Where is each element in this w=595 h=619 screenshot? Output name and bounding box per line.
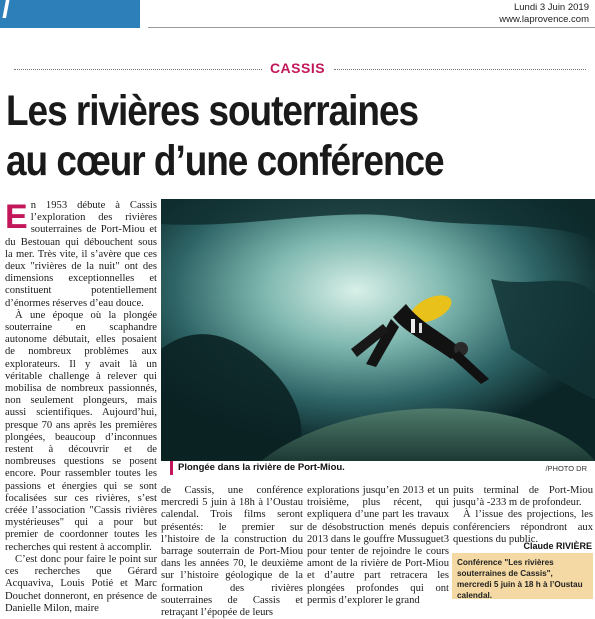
- paragraph-1: [5, 200, 157, 310]
- column-4-paragraph-2: À l’issue des projections, les conférenciers répondront aux questions du public.: [453, 509, 593, 545]
- issue-date: Lundi 3 Juin 2019: [513, 2, 589, 13]
- column-4-paragraph-1: puits terminal de Port-Miou jusqu’à -233 m de profondeur.: [453, 485, 593, 509]
- website: www.laprovence.com: [499, 14, 589, 25]
- article-column-4: [453, 485, 593, 546]
- author-byline: Claude RIVIÈRE: [523, 541, 592, 551]
- section-banner: [0, 0, 140, 28]
- caption-marker: [170, 461, 173, 475]
- kicker-rule-right: [334, 69, 586, 70]
- column-3-text: explorations jusqu’en 2013 et un troisième, plus récent, qui expliquera d’une part les travaux de désobstruction menés depuis 2013 dans le gouffre Mussuguet3 pour tenter de rejoindre le cours amont de la rivière de Port-Miou et d’autre part retracera les plongées profondes qui ont permis d’explorer le grand: [307, 485, 449, 606]
- headline-line-1: Les rivières souterraines: [6, 87, 419, 135]
- article-column-3: [307, 485, 449, 607]
- column-2-text: de Cassis, une conférence mercredi 5 juin à 18h à l’Oustau calendal. Trois films seront présentés: le premier sur l’histoire de la construction du barrage souterrain de Port-Miou dans les années 70, le deuxième sur l’histoire géologique de la formation des rivières souterraines de Cassis et retraçant l’épopée de leurs: [161, 485, 303, 619]
- header-rule: [148, 27, 595, 28]
- photo-caption: Plongée dans la rivière de Port-Miou.: [178, 462, 345, 473]
- article-column-2: [161, 485, 303, 619]
- paragraph-1-text: n 1953 débute à Cassis l’exploration des rivières souterraines de Port-Miou et du Bestouan qui débouchent sous la mer. Très vite, il s’avère que ces deux "rivières de la nuit" ont des dimensions exceptionnelles et constituent potentiellement d’énormes réserves d’eau douce.: [5, 200, 157, 309]
- drop-cap: E: [5, 198, 28, 236]
- photo-credit: /PHOTO DR: [545, 464, 587, 473]
- headline: [6, 86, 509, 186]
- headline-line-2: au cœur d’une conférence: [6, 137, 444, 185]
- paragraph-3: C’est donc pour faire le point sur ces recherches que Gérard Acquaviva, Louis Potié et Marc Douchet donneront, en présence de Danielle Milon, maire: [5, 553, 157, 614]
- kicker: CASSIS: [269, 60, 326, 76]
- photo-illustration: [161, 199, 595, 461]
- section-letter: l: [2, 0, 10, 24]
- article-column-1: [5, 200, 157, 615]
- dateline: [499, 2, 589, 26]
- paragraph-2: À une époque où la plongée souterraine en scaphandre autonome débutait, elles posaient de nombreux problèmes aux explorateurs. Il y avait là un véritable challenge à relever qui mobilisa de nombreux passionnés, non seulement plongeurs, mais aussi scientifiques. Aujourd’hui, presque 70 ans après les premières plongées, beaucoup d’inconnues restent à découvrir et de nombreuses questions se posent encore. Pour rassembler toutes les passions et énergies qui se sont focalisées sur ces rivières, s’est créée l’association "Cassis rivières mystérieuses" qui a pour but premier de coordonner toutes les recherches qui restent à accomplir.: [5, 309, 157, 553]
- cave-diving-photo: [161, 199, 595, 461]
- event-info-box: Conférence "Les rivières souterraines de Cassis", mercredi 5 juin à 18 h à l’Oustau calendal.: [452, 553, 593, 599]
